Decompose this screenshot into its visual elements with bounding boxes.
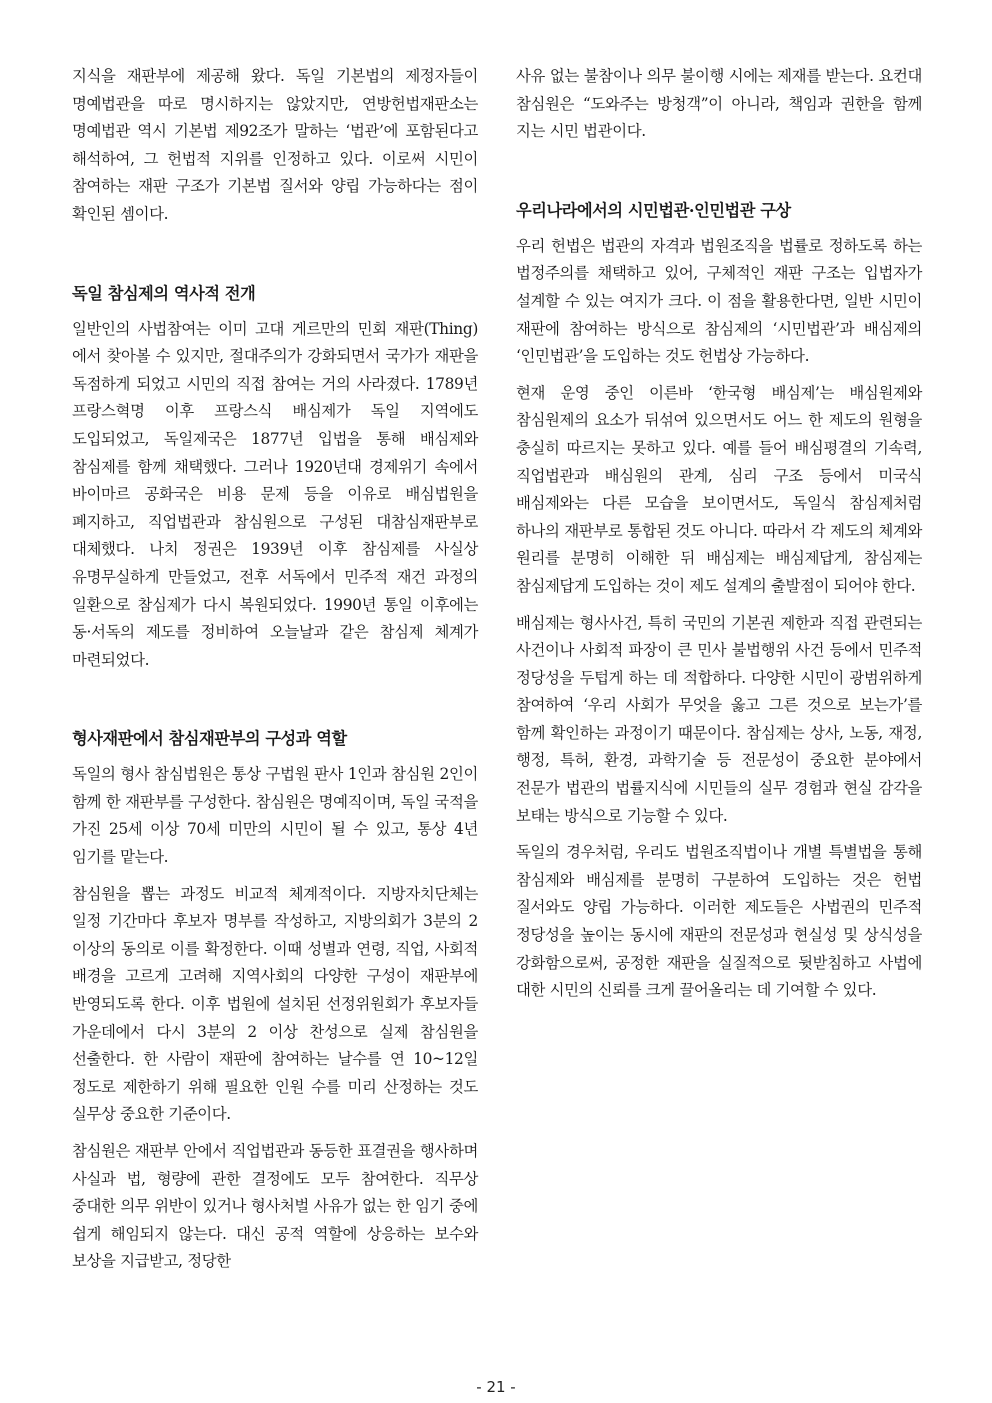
paragraph-selection: 참심원을 뽑는 과정도 비교적 체계적이다. 지방자치단체는 일정 기간마다 후보자 명부를 작성하고, 지방의회가 3분의 2 이상의 동의로 이를 확정한다. 이때 성별과 연령, 직업, 사회적 배경을 고르게 고려해 지역사회의 다양한 구성이 재판부에 반영되도록 한다. 이후 법원에 설치된 선정위원회가 후보자들 가운데에서 다시 3분의 2 이상 찬성으로 실제 참심원을 선출한다. 한 사람이 재판에 참여하는 날수를 연 10~12일 정도로 제한하기 위해 필요한 인원 수를 미리 산정하는 것도 실무상 중요한 기준이다. [72,884,478,1124]
paragraph-conclusion: 독일의 경우처럼, 우리도 법원조직법이나 개별 특별법을 통해 참심제와 배심제를 분명히 구분하여 도입하는 것은 헌법 질서와도 양립 가능하다. 이러한 제도들은 사법권의 민주적 정당성을 높이는 동시에 재판의 전문성과 현실성 및 상식성을 강화함으로써, 공정한 재판을 실질적으로 뒷받침하고 사법에 대한 시민의 신뢰를 크게 끌어올리는 데 기여할 수 있다. [516,843,922,1000]
paragraph-history: 일반인의 사법참여는 이미 고대 게르만의 민회 재판(Thing)에서 찾아볼 수 있지만, 절대주의가 강화되면서 국가가 재판을 독점하게 되었고 시민의 직접 참여는 거의 사라졌다. 1789년 프랑스혁명 이후 프랑스식 배심제가 독일 지역에도 도입되었고, 독일제국은 1877년 입법을 통해 배심제와 참심제를 함께 채택했다. 그러나 1920년대 경제위기 속에서 바이마르 공화국은 비용 문제 등을 이유로 배심법원을 폐지하고, 직업법관과 참심원으로 구성된 대참심재판부로 대체했다. 나치 정권은 1939년 이후 참심제를 사실상 유명무실하게 만들었고, 전후 서독에서 민주적 재건 과정의 일환으로 참심제가 다시 복원되었다. 1990년 통일 이후에는 동·서독의 제도를 정비하여 오늘날과 같은 참심제 체계가 마련되었다. [72,319,478,669]
paragraph-intro-continued: 지식을 재판부에 제공해 왔다. 독일 기본법의 제정자들이 명예법관을 따로 명시하지는 않았지만, 연방헌법재판소는 명예법관 역시 기본법 제92조가 말하는 ‘법관’에 포함된다고 해석하여, 그 헌법적 지위를 인정하고 있다. 이로써 시민이 참여하는 재판 구조가 기본법 질서와 양립 가능하다는 점이 확인된 셈이다. [72,67,478,223]
section-gap [72,683,478,725]
right-column [516,63,922,1014]
heading-history: 독일 참심제의 역사적 전개 [72,283,256,303]
page-number: - 21 - [476,1378,516,1396]
heading-korea: 우리나라에서의 시민법관·인민법관 구상 [516,200,791,220]
paragraph-composition: 독일의 형사 참심법원은 통상 구법원 판사 1인과 참심원 2인이 함께 한 재판부를 구성한다. 참심원은 명예직이며, 독일 국적을 가진 25세 이상 70세 미만의 시민이 될 수 있고, 통상 4년 임기를 맡는다. [72,765,478,867]
paragraph-current-system: 현재 운영 중인 이른바 ‘한국형 배심제’는 배심원제와 참심원제의 요소가 뒤섞여 있으면서도 어느 한 제도의 원형을 충실히 따르지는 못하고 있다. 예를 들어 배심평결의 기속력, 직업법관과 배심원의 관계, 심리 구조 등에서 미국식 배심제와는 다른 모습을 보이면서도, 독일식 참심제처럼 하나의 재판부로 통합된 것도 아니다. 따라서 각 제도의 체계와 원리를 분명히 이해한 뒤 배심제는 배심제답게, 참심제는 참심제답게 도입하는 것이 제도 설계의 출발점이 되어야 한다. [516,383,922,595]
paragraph-constitution: 우리 헌법은 법관의 자격과 법원조직을 법률로 정하도록 하는 법정주의를 채택하고 있어, 구체적인 재판 구조는 입법자가 설계할 수 있는 여지가 크다. 이 점을 활용한다면, 일반 시민이 재판에 참여하는 방식으로 참심제의 ‘시민법관’과 배심제의 ‘인민법관’을 도입하는 것도 헌법상 가능하다. [516,236,922,366]
heading-composition: 형사재판에서 참심재판부의 구성과 역할 [72,729,347,749]
section-gap [516,155,922,197]
paragraph-rights-continued: 사유 없는 불참이나 의무 불이행 시에는 제재를 받는다. 요컨대 참심원은 “도와주는 방청객”이 아니라, 책임과 권한을 함께 지는 시민 법관이다. [516,67,922,141]
paragraph-rights: 참심원은 재판부 안에서 직업법관과 동등한 표결권을 행사하며 사실과 법, 형량에 관한 결정에도 모두 참여한다. 직무상 중대한 의무 위반이 있거나 형사처벌 사유가 없는 한 임기 중에 쉽게 해임되지 않는다. 대신 공적 역할에 상응하는 보수와 보상을 지급받고, 정당한 [72,1142,478,1271]
paragraph-jury: 배심제는 형사사건, 특히 국민의 기본권 제한과 직접 관련되는 사건이나 사회적 파장이 큰 민사 불법행위 사건 등에서 민주적 정당성을 두텁게 하는 데 적합하다. 다양한 시민이 광범위하게 참여하여 ‘우리 사회가 무엇을 옳고 그른 것으로 보는가’를 함께 확인하는 과정이기 때문이다. 참심제는 상사, 노동, 재정, 행정, 특허, 환경, 과학기술 등 전문성이 중요한 분야에서 전문가 법관의 법률지식에 시민들의 실무 경험과 현실 감각을 보태는 방식으로 기능할 수 있다. [516,613,922,825]
section-gap [72,238,478,280]
left-column [72,63,478,1285]
